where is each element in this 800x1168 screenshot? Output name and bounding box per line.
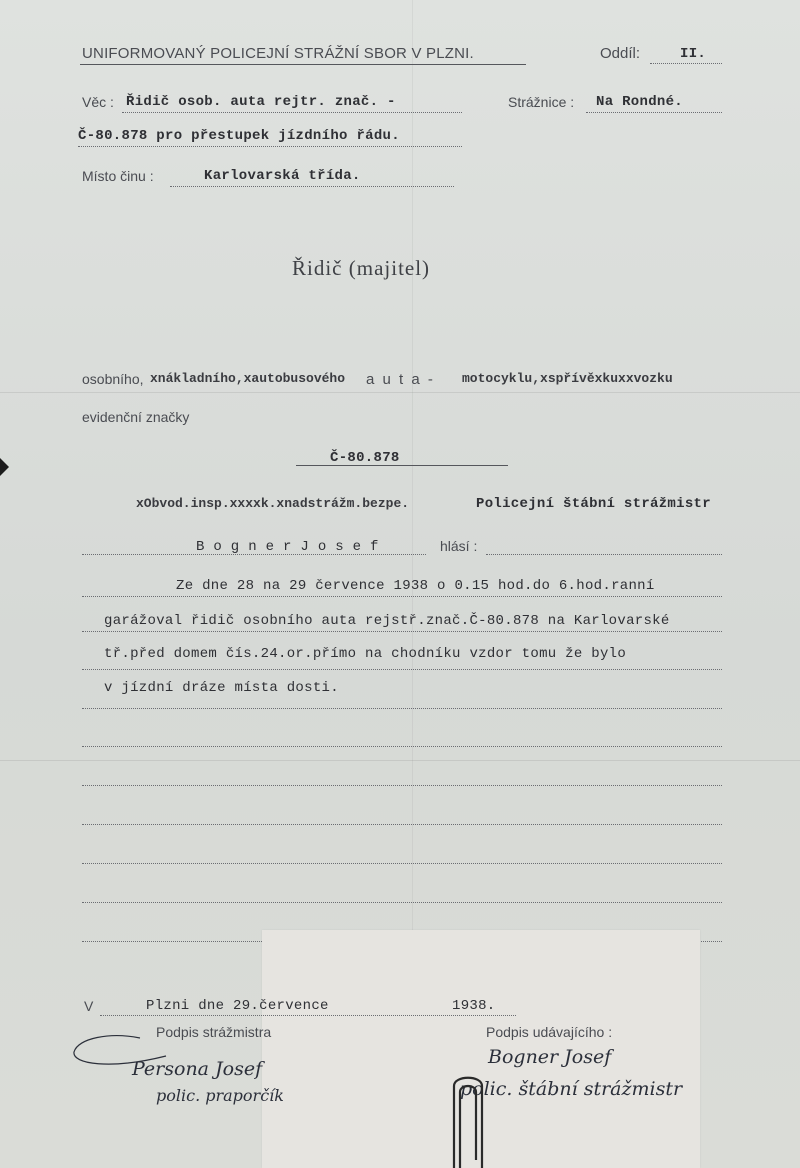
station-dots [586,112,722,113]
reporter-signature: Bogner Josef [488,1046,612,1068]
registration-label: evidenční značky [82,409,190,425]
report-dots [82,902,722,903]
reports-label: hlásí : [440,538,478,554]
header-underline [80,64,526,65]
report-dots [82,708,722,709]
officer-signature-label: Podpis strážmistra [156,1024,272,1040]
report-line: Ze dne 28 na 29 července 1938 o 0.15 hod.do 6.hod.ranní [176,578,655,594]
paper-clip-icon [448,1070,488,1168]
officer-signature-rank: polic. praporčík [156,1086,284,1105]
station-value: Na Rondné. [596,94,684,110]
location-value: Karlovarská třída. [204,168,361,184]
location-dots [170,186,454,187]
date-dots [100,1015,516,1016]
fold-line [0,760,800,761]
registration-value: Č-80.878 [330,450,400,466]
registration-underline [296,465,508,466]
struck-office: xObvod.insp.xxxxk.xnadstrážm.bezpe. [136,496,410,511]
report-dots [82,824,722,825]
subject-line-1: Řidič osob. auta rejtr. znač. - [126,94,396,110]
report-line: garážoval řidič osobního auta rejstř.znač.Č-80.878 na Karlovarské [104,613,670,629]
reporter-rank: Policejní štábní strážmistr [476,496,711,512]
organization-header: UNIFORMOVANÝ POLICEJNÍ STRÁŽNÍ SBOR V PLZNI. [82,45,474,62]
location-label: Místo činu : [82,168,154,184]
section-value: II. [680,46,707,62]
subject-dots [122,112,462,113]
subject-label: Věc : [82,94,114,110]
place-year: 1938. [452,998,496,1014]
report-dots [82,669,722,670]
fold-line [0,392,800,393]
report-line: tř.před domem čís.24.or.přímo na chodníku vzdor tomu že bylo [104,646,627,662]
vehicle-word: a u t a - [366,371,435,388]
reporter-name: B o g n e r J o s e f [196,539,379,555]
vehicle-prefix: osobního, [82,371,144,387]
report-dots [82,746,722,747]
subject-line-2: Č-80.878 pro přestupek jízdního řádu. [78,128,400,144]
report-dots [82,596,722,597]
station-label: Strážnice : [508,94,575,110]
struck-vehicle-types-2: motocyklu,xspřívěxkuxxvozku [462,371,673,386]
subject-dots [78,146,462,147]
form-title: Řidič (majitel) [292,256,431,280]
report-line: v jízdní dráze místa dosti. [104,680,339,696]
report-dots [82,863,722,864]
margin-tab-marker [0,458,9,476]
report-dots [82,785,722,786]
reports-dots [486,554,722,555]
section-dots [650,63,722,64]
reporter-signature-label: Podpis udávajícího : [486,1024,613,1040]
place-date: Plzni dne 29.července [146,998,329,1014]
name-dots [82,554,426,555]
section-label: Oddíl: [600,45,641,62]
reporter-signature-rank: polic. štábní strážmistr [460,1078,683,1100]
report-dots [82,631,722,632]
struck-vehicle-types: xnákladního,xautobusového [150,371,346,386]
place-prefix: V [84,998,94,1014]
officer-signature: Persona Josef [132,1058,263,1080]
